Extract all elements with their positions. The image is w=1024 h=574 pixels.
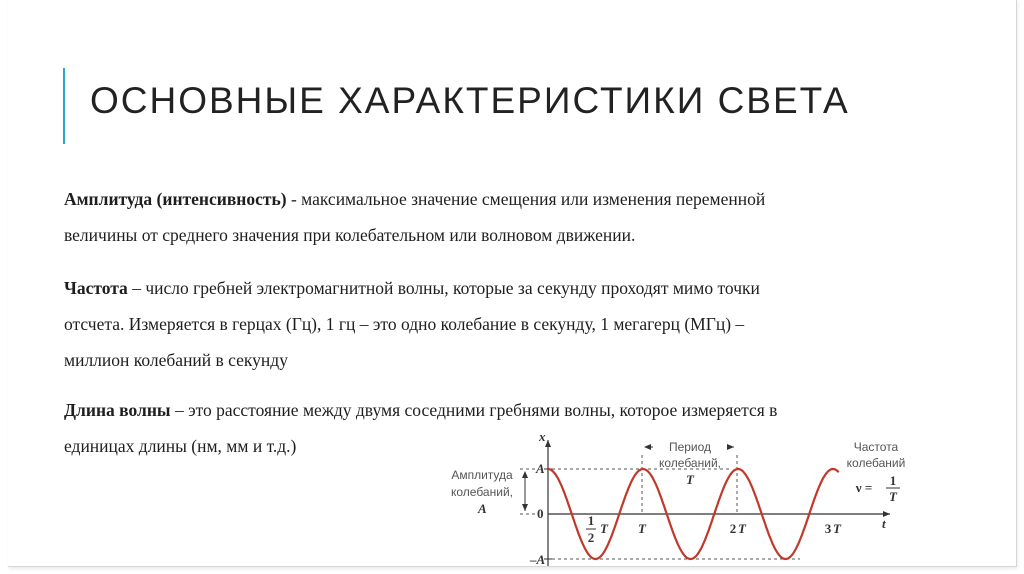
y-tick-zero: 0 [537,506,544,521]
tick-2t-number: 2 [729,521,737,536]
tick-3t-symbol: T [833,521,841,536]
tick-t: T [638,521,646,536]
paragraph-amplitude-line2: величины от среднего значения при колебательном или волновом движении. [64,225,636,245]
frequency-formula-lhs: ν = [855,480,873,495]
y-tick-negative-amplitude: –A [530,552,546,567]
y-tick-amplitude: A [536,461,545,476]
paragraph-amplitude-line1: - максимальное значение смещения или изменения переменной [286,189,766,209]
tick-half-t-denominator: 2 [587,530,595,545]
term-amplitude: Амплитуда (интенсивность) [64,189,287,209]
frequency-label-line1: Частота [853,440,899,454]
amplitude-symbol: A [478,501,487,516]
frequency-formula-numerator: 1 [889,473,897,488]
tick-2t-symbol: T [738,521,746,536]
paragraph-frequency-line1: – число гребней электромагнитной волны, которые за секунду проходят мимо точки [127,278,760,298]
tick-half-t-numerator: 1 [587,513,595,528]
amplitude-label-line2: колебаний, [451,485,513,499]
period-label-line2: колебаний, [659,456,721,470]
paragraph-wavelength-line1: – это расстояние между двумя соседними гребнями волны, которое измеряется в [170,400,778,420]
amplitude-label-line1: Амплитуда [451,468,513,482]
paragraph-wavelength-line2: единицах длины (нм, мм и т.д.) [64,436,297,456]
period-label-line1: Период [668,440,712,454]
period-symbol: T [686,472,694,487]
term-frequency: Частота [64,278,128,298]
tick-3t-number: 3 [824,521,832,536]
term-wavelength: Длина волны [64,400,171,420]
x-axis-label: x [539,429,546,444]
frequency-label-line2: колебаний [846,456,906,470]
paragraph-frequency-line3: миллион колебаний в секунду [64,350,288,370]
frequency-formula-denominator: T [889,489,897,504]
t-axis-label: t [882,516,886,531]
slide-title: ОСНОВНЫЕ ХАРАКТЕРИСТИКИ СВЕТА [90,80,850,121]
tick-half-t-symbol: T [600,521,608,536]
paragraph-frequency-line2: отсчета. Измеряется в герцах (Гц), 1 гц – это одно колебание в секунду, 1 мегагерц (МГц) – [64,314,745,334]
